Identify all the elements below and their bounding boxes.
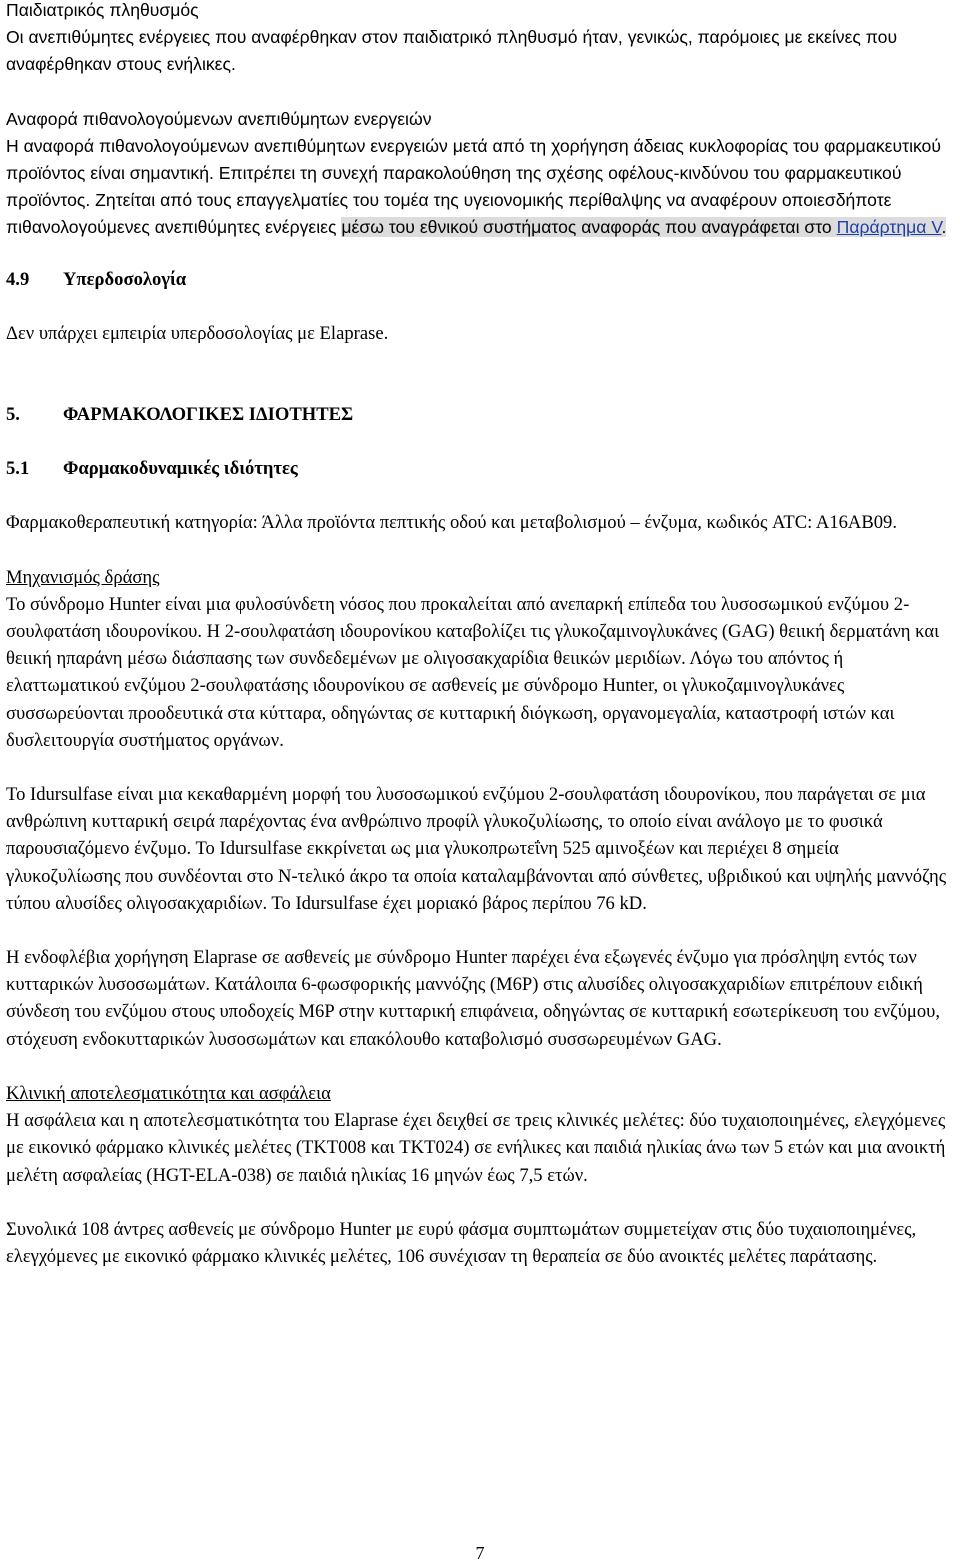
document-page (6, 0, 954, 1270)
clinical-paragraph-1: Η ασφάλεια και η αποτελεσματικότητα του Elaprase έχει δειχθεί σε τρεις κλινικές μελέτες: δύο τυχαιοποιημένες, ελεγχόμενες με εικονικό φάρμακο κλινικές μελέτες (TKT008 και TKT024) σε ενήλικες και παιδιά ηλικίας άνω των 5 ετών και μια ανοικτή μελέτη ασφαλείας (HGT-ELA-038) σε παιδιά ηλικίας 16 μηνών έως 7,5 ετών. (6, 1110, 946, 1186)
mechanism-paragraph-3: Η ενδοφλέβια χορήγηση Elaprase σε ασθενείς με σύνδρομο Hunter παρέχει ένα εξωγενές ένζυμο για πρόσληψη εντός των κυτταρικών λυσοσωμάτων. Κατάλοιπα 6-φωσφορικής μαννόζης (M6P) στις αλυσίδες ολιγοσακχαριδίων επιτρέπουν ειδική σύνδεση του ενζύμου στους υποδοχείς M6P στην κυτταρική επιφάνεια, οδηγώντας σε κυτταρική εσωτερίκευση του ενζύμου, στόχευση ενδοκυτταρικών λυσοσωμάτων και επακόλουθο καταβολισμό συσσωρευμένων GAG. (6, 947, 941, 1050)
mechanism-paragraph-1: Το σύνδρομο Hunter είναι μια φυλοσύνδετη νόσος που προκαλείται από ανεπαρκή επίπεδα του λυσοσωμικού ενζύμου 2-σουλφατάση ιδουρονίκου. Η 2-σουλφατάση ιδουρονίκου καταβολίζει τις γλυκοζαμινογλυκάνες (GAG) θειική δερματάνη και θειική ηπαράνη μέσω διάσπασης των συνδεδεμένων με ολιγοσακχαρίδια θειικών μεριδίων. Λόγω του απόντος ή ελαττωματικού ενζύμου 2-σουλφατάσης ιδουρονίκου σε ασθενείς με σύνδρομο Hunter, οι γλυκοζαμινογλυκάνες συσσωρεύονται προοδευτικά στα κύτταρα, οδηγώντας σε κυτταρική διόγκωση, οργανομεγαλία, καταστροφή ιστών και δυσλειτουργία συστήματος οργάνων. (6, 593, 940, 751)
section-title: ΦΑΡΜΑΚΟΛΟΓΙΚΕΣ ΙΔΙΟΤΗΤΕΣ (63, 404, 354, 426)
section-4-9-heading (6, 266, 954, 293)
section-number: 4.9 (6, 268, 30, 290)
paediatric-heading: Παιδιατρικός πληθυσμός (6, 0, 199, 20)
page-number: 7 (475, 1543, 485, 1563)
mechanism-paragraph-2: Το Idursulfase είναι μια κεκαθαρμένη μορφή του λυσοσωμικού ενζύμου 2-σουλφατάση ιδουρονίκου, που παράγεται σε μια ανθρώπινη κυτταρική σειρά παρέχοντας ένα ανθρώπινο προφίλ γλυκοζυλίωσης, το οποίο είναι ανάλογο με το φυσικά παρουσιαζόμενο ένζυμο. Το Idursulfase εκκρίνεται ως μια γλυκοπρωτεΐνη 525 αμινοξέων και περιέχει 8 σημεία γλυκοζυλίωσης που συνδέονται στο N-τελικό άκρο τα οποία καταλαμβάνονται από σύνθετες, υβριδικού και υψηλής μαννόζης τύπου αλυσίδες ολιγοσακχαριδίων. Το Idursulfase έχει μοριακό βάρος περίπου 76 kD. (6, 784, 947, 914)
reporting-body: Η αναφορά πιθανολογούμενων ανεπιθύμητων ενεργειών μετά από τη χορήγηση άδειας κυκλοφορίας του φαρμακευτικού προϊόντος είναι σημαντική. Επιτρέπει τη συνεχή παρακολούθηση της σχέσης οφέλους-κινδύνου του φαρμακευτικού προϊόντος. Ζητείται από τους επαγγελματίες του τομέα της υγειονομικής περίθαλψης να αναφέρουν οποιεσδήποτε πιθανολογούμενες ανεπιθύμητες ενέργειες (6, 135, 941, 238)
paediatric-text: Οι ανεπιθύμητες ενέργειες που αναφέρθηκαν στον παιδιατρικό πληθυσμό ήταν, γενικώς, παρόμοιες με εκείνες που αναφέρθηκαν στους ενήλικες. (6, 27, 898, 75)
reporting-text (6, 133, 954, 242)
reporting-end: . (941, 217, 947, 238)
overdose-text: Δεν υπάρχει εμπειρία υπερδοσολογίας με Elaprase. (6, 322, 389, 344)
reporting-heading: Αναφορά πιθανολογούμενων ανεπιθύμητων ενεργειών (6, 108, 432, 129)
reporting-highlight-text: μέσω του εθνικού συστήματος αναφοράς που αναγράφεται στο (341, 217, 837, 238)
section-number: 5.1 (6, 458, 30, 480)
atc-text: Φαρμακοθεραπευτική κατηγορία: Άλλα προϊόντα πεπτικής οδού και μεταβολισμού – ένζυμα, κωδικός ATC: A16AB09. (6, 512, 897, 534)
section-title: Υπερδοσολογία (63, 268, 187, 290)
section-5-1-heading (6, 455, 954, 482)
reporting-highlight (341, 217, 946, 237)
section-title: Φαρμακοδυναμικές ιδιότητες (63, 458, 298, 480)
clinical-heading: Κλινική αποτελεσματικότητα και ασφάλεια (6, 1082, 331, 1104)
clinical-paragraph-2: Συνολικά 108 άντρες ασθενείς με σύνδρομο Hunter με ευρύ φάσμα συμπτωμάτων συμμετείχαν στις δύο τυχαιοποιημένες, ελεγχόμενες με εικονικό φάρμακο κλινικές μελέτες, 106 συνέχισαν τη θεραπεία σε δύο ανοικτές μελέτες παράτασης. (6, 1218, 917, 1267)
section-5-heading (6, 401, 954, 428)
section-number: 5. (6, 404, 20, 426)
annex-v-link[interactable]: Παράρτημα V (836, 217, 942, 238)
mechanism-heading: Μηχανισμός δράσης (6, 566, 160, 588)
